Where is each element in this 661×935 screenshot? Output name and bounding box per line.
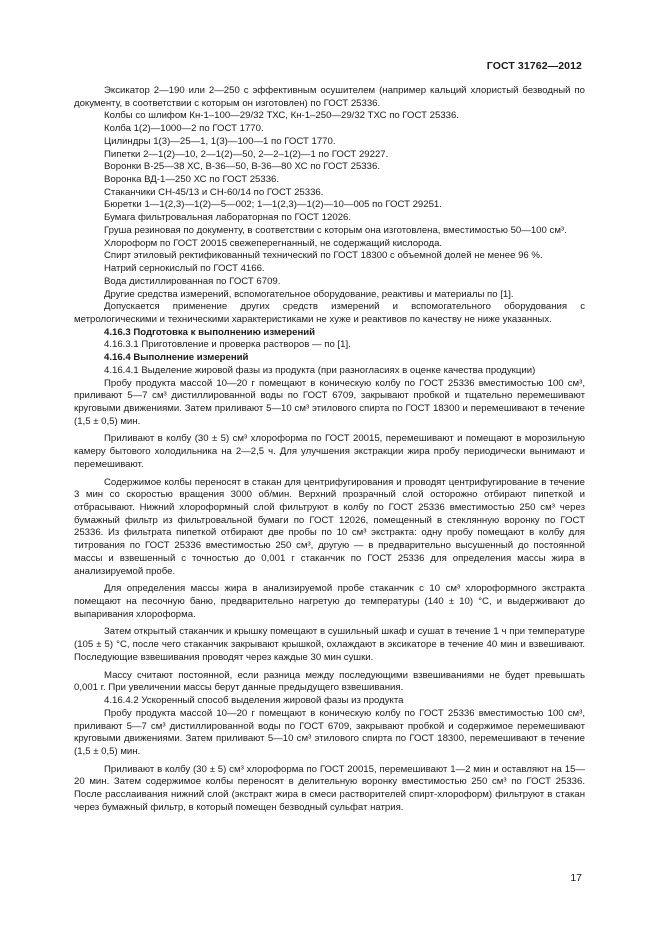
subsection-fat-extraction: 4.16.4.1 Выделение жировой фазы из продукта (при разногласиях в оценке качества продукции) xyxy=(104,364,536,376)
paragraph-fat-mass: Для определения массы жира в анализируемой пробе стаканчик с 10 см³ хлороформного экстракта помещают на песочную баню, предварительно нагретую до температуры (140 ± 10) °С, и выдерживают до выпаривания хлороформа. xyxy=(74,583,585,620)
paragraph-pipettes: Пипетки 2—1(2)—10, 2—1(2)—50, 2—2–1(2)—1 по ГОСТ 29227. xyxy=(104,148,389,160)
paragraph-burettes: Бюретки 1—1(2,3)—1(2)—5—002; 1—1(2,3)—1(2)—10—005 по ГОСТ 29251. xyxy=(104,199,442,211)
section-heading-measurement: 4.16.4 Выполнение измерений xyxy=(104,352,249,364)
paragraph-filter-paper: Бумага фильтровальная лабораторная по ГОСТ 12026. xyxy=(104,212,352,224)
paragraph-cylinders: Цилиндры 1(3)—25—1, 1(3)—100—1 по ГОСТ 1770. xyxy=(104,135,336,147)
paragraph-sample-prep: Пробу продукта массой 10—20 г помещают в коническую колбу по ГОСТ 25336 вместимостью 100 см³, приливают 5—7 см³ дистиллированной воды по ГОСТ 6709, закрывают пробкой и тщательно перемешивают круговыми движениями. Затем приливают 5—10 см³ этилового спирта по ГОСТ 18300 и перемешивают в течение (1,5 ± 0,5) мин. xyxy=(74,377,585,427)
paragraph-sodium-sulfate: Натрий сернокислый по ГОСТ 4166. xyxy=(104,263,265,275)
document-body xyxy=(74,85,585,815)
paragraph-substitutes: Допускается применение других средств измерений и вспомогательного оборудования с метрологическими и техническими характеристиками не хуже и реактивов по качеству не ниже указанных. xyxy=(74,301,585,325)
paragraph-funnel-vd: Воронка ВД-1—250 ХС по ГОСТ 25336. xyxy=(104,174,280,186)
paragraph-funnels: Воронки В-25—38 ХС, В-36—50, В-36—80 ХС по ГОСТ 25336. xyxy=(104,161,380,173)
paragraph-rubber-bulb: Груша резиновая по документу, в соответствии с которым она изготовлена, вместимостью 50—100 см³. xyxy=(104,224,567,236)
paragraph-ethanol: Спирт этиловый ректификованный технический по ГОСТ 18300 с объемной долей не менее 96 %. xyxy=(104,250,543,262)
paragraph-flasks-ground: Колбы со шлифом Кн-1–100—29/32 ТХС, Кн-1–250—29/32 ТХС по ГОСТ 25336. xyxy=(104,110,459,122)
document-standard-number: ГОСТ 31762—2012 xyxy=(486,60,582,72)
page-number: 17 xyxy=(570,872,582,884)
paragraph-centrifuge: Содержимое колбы переносят в стакан для центрифугирования и проводят центрифугирование в течение 3 мин со скоростью вращения 3000 об/мин. Верхний прозрачный слой осторожно отбирают пипеткой и отбрасывают. Нижний хлороформный слой фильтруют в колбу по ГОСТ 25336 вместимостью 250 см³ через бумажный фильтр из фильтровальной бумаги по ГОСТ 12026, помещенный в стеклянную воронку по ГОСТ 25336. Из фильтрата пипеткой отбирают две пробы по 10 см³ экстракта: одну пробу помещают в колбу для титрования по ГОСТ 25336 вместимостью 250 см³, другую — в предварительно высушенный до постоянной массы и взвешенный с точностью до 0,001 г стаканчик по ГОСТ 25336 для определения массы жира в анализируемой пробе. xyxy=(74,476,585,577)
paragraph-rapid-extraction: Приливают в колбу (30 ± 5) см³ хлороформа по ГОСТ 20015, перемешивают 1—2 мин и оставляют на 15—20 мин. Затем содержимое колбы переносят в делительную воронку вместимостью 250 см³ по ГОСТ 25336. После расслаивания нижний слой (экстракт жира в смеси растворителей спирт-хлороформ) фильтруют в стакан через бумажный фильтр, в который помещен безводный сульфат натрия. xyxy=(74,763,585,813)
paragraph-other-means: Другие средства измерений, вспомогательное оборудование, реактивы и материалы по [1]. xyxy=(104,288,514,300)
paragraph-weighing-bottles: Стаканчики СН-45/13 и СН-60/14 по ГОСТ 25336. xyxy=(104,186,324,198)
paragraph-chloroform: Хлороформ по ГОСТ 20015 свежеперегнанный, не содержащий кислорода. xyxy=(104,237,443,249)
section-heading-preparation: 4.16.3 Подготовка к выполнению измерений xyxy=(104,326,316,338)
paragraph-chloroform-add: Приливают в колбу (30 ± 5) см³ хлороформа по ГОСТ 20015, перемешивают и помещают в морозильную камеру бытового холодильника на 2—2,5 ч. Для улучшения экстракции жира пробу периодически вынимают и перемешивают. xyxy=(74,433,585,470)
paragraph-distilled-water: Вода дистиллированная по ГОСТ 6709. xyxy=(104,275,281,287)
paragraph-desiccator: Эксикатор 2—190 или 2—250 с эффективным осушителем (например кальций хлористый безводный по документу, в соответствии с которым он изготовлен) по ГОСТ 25336. xyxy=(74,85,585,109)
subsection-solutions: 4.16.3.1 Приготовление и проверка растворов — по [1]. xyxy=(104,339,351,351)
paragraph-constant-mass: Массу считают постоянной, если разница между последующими взвешиваниями не будет превышать 0,001 г. При увеличении массы берут данные предыдущего взвешивания. xyxy=(74,669,585,694)
paragraph-flask: Колба 1(2)—1000—2 по ГОСТ 1770. xyxy=(104,123,264,135)
paragraph-rapid-sample-prep: Пробу продукта массой 10—20 г помещают в коническую колбу по ГОСТ 25336 вместимостью 100 см³, приливают 5—7 см³ дистиллированной воды по ГОСТ 6709, закрывают пробкой и содержимое перемешивают круговыми движениями. Затем приливают 5—10 см³ этилового спирта по ГОСТ 18300, перемешивают в течение (1,5 ± 0,5) мин. xyxy=(74,707,585,757)
paragraph-drying: Затем открытый стаканчик и крышку помещают в сушильный шкаф и сушат в течение 1 ч при температуре (105 ± 5) °С, после чего стаканчик закрывают крышкой, охлаждают в эксикаторе в течение 40 мин и взвешивают. Последующие взвешивания проводят через каждые 30 мин сушки. xyxy=(74,626,585,663)
subsection-rapid-method: 4.16.4.2 Ускоренный способ выделения жировой фазы из продукта xyxy=(104,695,404,707)
